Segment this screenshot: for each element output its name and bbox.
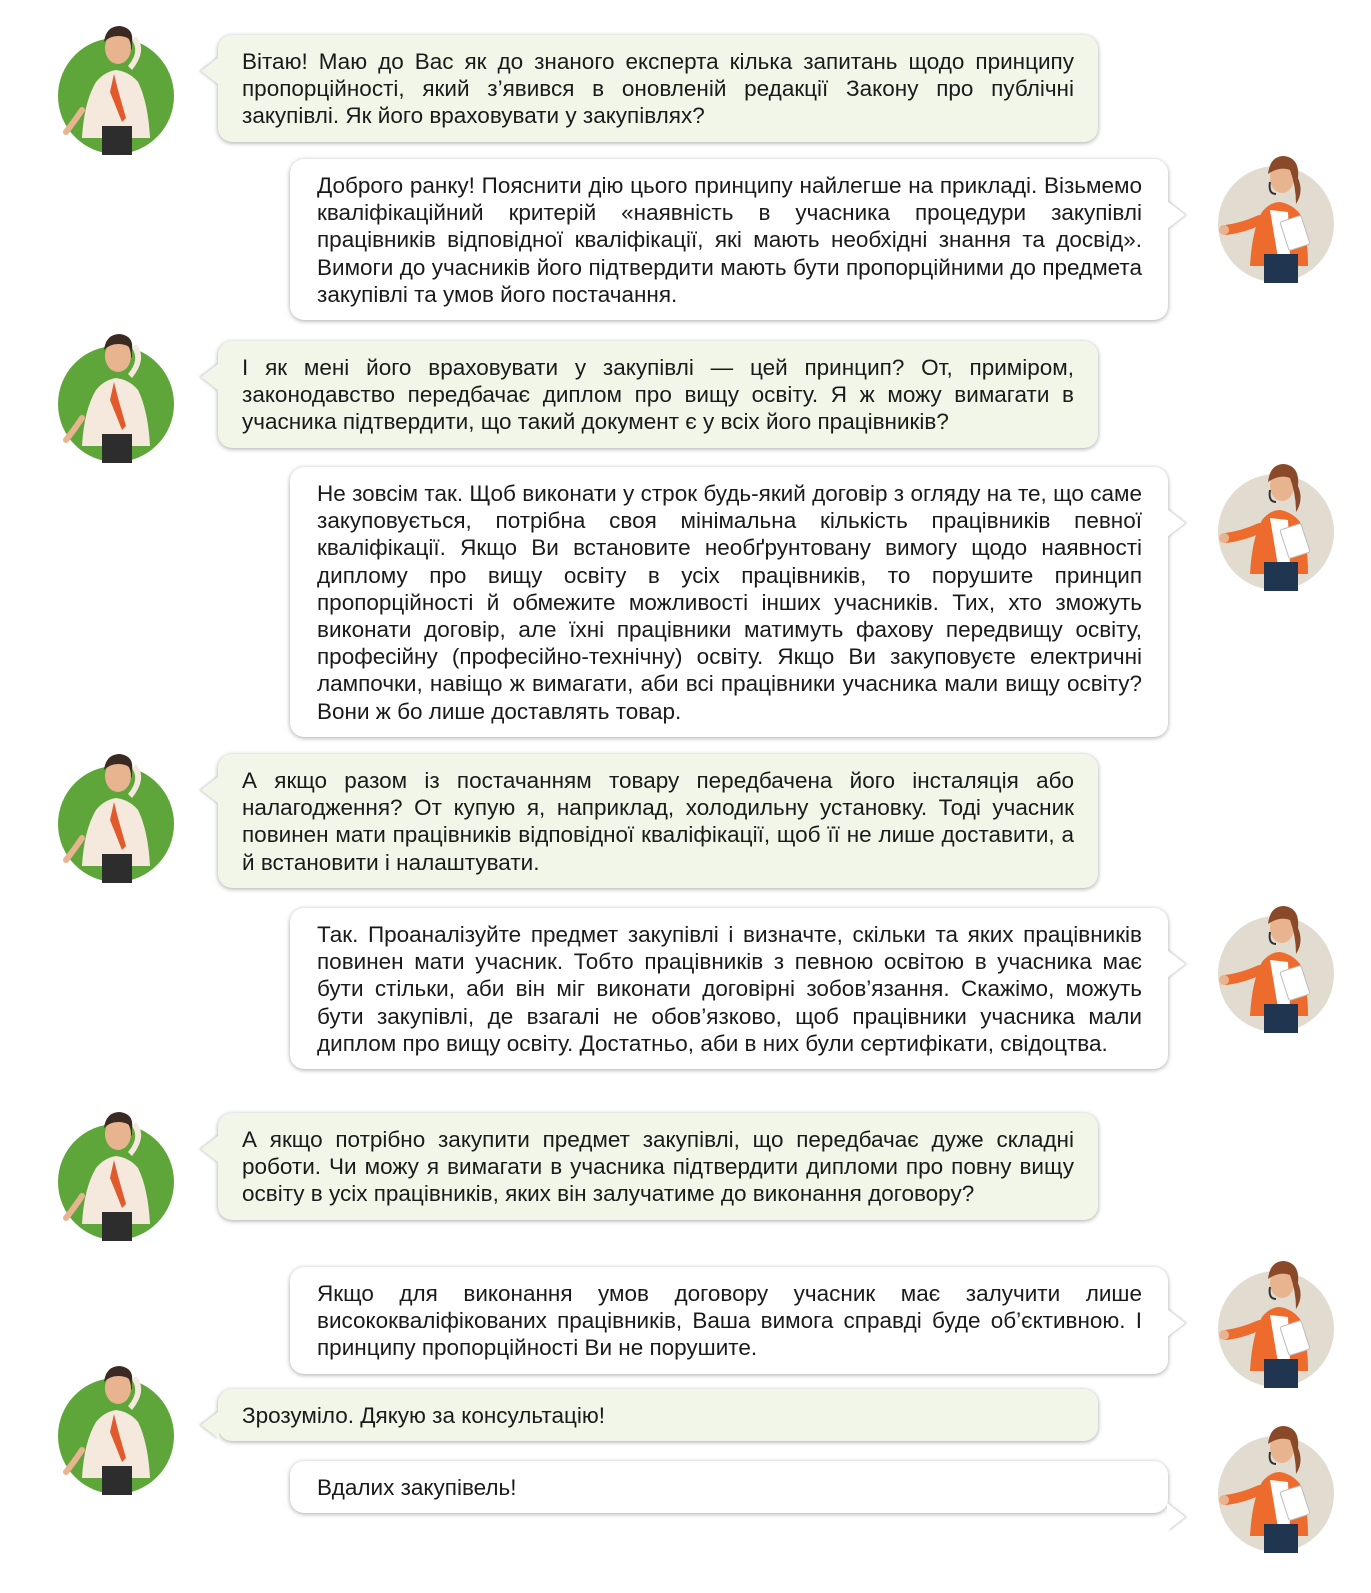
man-on-phone-icon: [52, 738, 180, 883]
woman-with-headset-icon: [1212, 888, 1340, 1033]
client-message: Зрозуміло. Дякую за консультацію!: [218, 1389, 1098, 1441]
man-on-phone-icon: [52, 1096, 180, 1241]
man-on-phone-icon: [52, 1350, 180, 1495]
client-message: А якщо потрібно закупити предмет закупівлі, що передбачає дуже складні роботи. Чи можу я вимагати в учасника підтвердити дипломи про повну вищу освіту в усіх працівників, яких він залучатиме до виконання договору?: [218, 1113, 1098, 1220]
client-message: А якщо разом із постачанням товару передбачена його інсталяція або налагодження? От купую я, наприклад, холодильну установку. Тоді учасник повинен мати працівників відповідної кваліфікації, щоб її не лише доставити, а й встановити і налаштувати.: [218, 754, 1098, 888]
client-message: Вітаю! Маю до Вас як до знаного експерта кілька запитань щодо принципу пропорційності, який з’явився в оновленій редакції Закону про публічні закупівлі. Як його враховувати у закупівлях?: [218, 35, 1098, 142]
woman-with-headset-icon: [1212, 1243, 1340, 1388]
client-message: І як мені його враховувати у закупівлі — цей принцип? От, приміром, законодавство передбачає диплом про вищу освіту. Я ж можу вимагати в учасника підтвердити, що такий документ є у всіх його працівників?: [218, 341, 1098, 448]
man-on-phone-icon: [52, 318, 180, 463]
expert-message: Якщо для виконання умов договору учасник має залучити лише висококваліфікованих працівників, Ваша вимога справді буде об’єктивною. І принципу пропорційності Ви не порушите.: [290, 1267, 1168, 1374]
woman-with-headset-icon: [1212, 446, 1340, 591]
expert-message: Так. Проаналізуйте предмет закупівлі і визначте, скільки та яких працівників повинен мати учасник. Тобто працівників з певною освітою в учасника має бути стільки, аби він міг виконати договірні зобов’язання. Скажімо, можуть бути закупівлі, де взагалі не обов’язково, щоб працівники учасника мали диплом про вищу освіту. Достатньо, аби в них були сертифікати, свідоцтва.: [290, 908, 1168, 1069]
woman-with-headset-icon: [1212, 1408, 1340, 1553]
man-on-phone-icon: [52, 10, 180, 155]
expert-message: Не зовсім так. Щоб виконати у строк будь-який договір з огляду на те, що саме закуповується, потрібна своя мінімальна кількість працівників певної кваліфікації. Якщо Ви встановите необґрунтовану вимогу щодо наявності диплому про вищу освіту в усіх працівників, то порушите принцип пропорційності й обмежите можливості інших учасників. Тих, хто зможуть виконати договір, але їхні працівники матимуть фахову передвищу освіту, професійну (професійно-технічну) освіту. Якщо Ви закуповуєте електричні лампочки, навіщо ж вимагати, аби всі працівники учасника мали вищу освіту? Вони ж бо лише доставлять товар.: [290, 467, 1168, 737]
woman-with-headset-icon: [1212, 138, 1340, 283]
expert-message: Доброго ранку! Пояснити дію цього принципу найлегше на прикладі. Візьмемо кваліфікаційний критерій «наявність в учасника процедури закупівлі працівників відповідної кваліфікації, які мають необхідні знання та досвід». Вимоги до учасників його підтвердити мають бути пропорційними до предмета закупівлі та умов його постачання.: [290, 159, 1168, 320]
expert-message: Вдалих закупівель!: [290, 1461, 1168, 1513]
